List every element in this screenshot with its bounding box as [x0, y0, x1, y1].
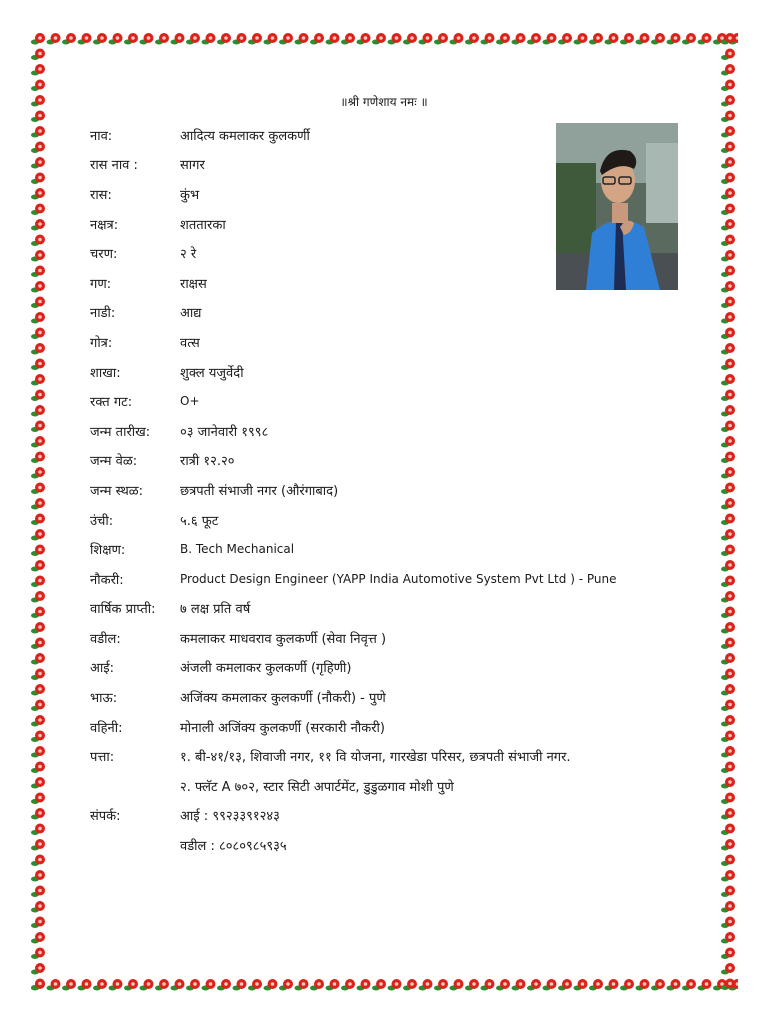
flower-motif [721, 886, 735, 898]
flower-motif [721, 870, 735, 882]
flower-motif [62, 33, 76, 45]
flower-motif [667, 33, 681, 45]
detail-label: रास: [90, 187, 112, 203]
flower-motif [388, 33, 402, 45]
flower-motif [721, 545, 735, 557]
flower-motif [31, 467, 45, 479]
flower-motif [31, 157, 45, 169]
flower-motif [721, 483, 735, 495]
flower-motif [202, 33, 216, 45]
flower-motif [721, 638, 735, 650]
flower-motif [31, 111, 45, 123]
flower-motif [721, 126, 735, 138]
flower-motif [721, 622, 735, 634]
flower-motif [465, 979, 479, 991]
flower-motif [233, 979, 247, 991]
detail-value: ०३ जानेवारी १९९८ [180, 424, 269, 440]
flower-motif [31, 498, 45, 510]
flower-motif [721, 390, 735, 402]
flower-motif [721, 374, 735, 386]
flower-motif [31, 173, 45, 185]
flower-motif [512, 979, 526, 991]
flower-motif [31, 808, 45, 820]
flower-motif [31, 235, 45, 247]
flower-motif [31, 653, 45, 665]
detail-label: शिक्षण: [90, 543, 126, 559]
detail-label: रक्त गट: [90, 395, 133, 411]
flower-motif [721, 250, 735, 262]
detail-value: १. बी-४१/१३, शिवाजी नगर, ११ वि योजना, गारखेडा परिसर, छत्रपती संभाजी नगर. [180, 750, 571, 766]
detail-row-education [90, 534, 630, 564]
detail-row-nakshatra [90, 209, 630, 239]
flower-motif [31, 901, 45, 913]
detail-label: शाखा: [90, 365, 121, 381]
flower-motif [636, 979, 650, 991]
flower-motif [186, 33, 200, 45]
detail-row-name [90, 120, 630, 150]
flower-motif [512, 33, 526, 45]
flower-motif [721, 793, 735, 805]
flower-motif [721, 700, 735, 712]
flower-motif [124, 33, 138, 45]
flower-motif [326, 979, 340, 991]
detail-row-height [90, 505, 630, 535]
flower-motif [721, 514, 735, 526]
flower-motif [31, 839, 45, 851]
flower-motif [109, 33, 123, 45]
flower-motif [496, 33, 510, 45]
flower-motif [721, 498, 735, 510]
detail-row-address-2 [90, 771, 630, 801]
detail-label: रास नाव : [90, 158, 138, 174]
flower-motif [527, 979, 541, 991]
flower-motif [721, 328, 735, 340]
flower-motif [264, 979, 278, 991]
flower-motif [109, 979, 123, 991]
detail-label: नक्षत्र: [90, 217, 119, 233]
flower-motif [341, 979, 355, 991]
flower-motif [721, 777, 735, 789]
flower-motif [721, 653, 735, 665]
flower-motif [589, 979, 603, 991]
detail-label: गण: [90, 276, 112, 292]
detail-label: नाव: [90, 128, 113, 144]
detail-row-annual-income [90, 594, 630, 624]
flower-motif [171, 979, 185, 991]
flower-motif [155, 33, 169, 45]
flower-motif [574, 979, 588, 991]
flower-motif [295, 979, 309, 991]
detail-value: मोनाली अजिंक्य कुलकर्णी (सरकारी नौकरी) [180, 720, 385, 736]
flower-motif [31, 374, 45, 386]
flower-motif [721, 219, 735, 231]
flower-motif [682, 979, 696, 991]
flower-motif [465, 33, 479, 45]
flower-motif [31, 917, 45, 929]
detail-value: B. Tech Mechanical [180, 542, 295, 557]
flower-motif [721, 576, 735, 588]
flower-motif [248, 33, 262, 45]
flower-motif [721, 266, 735, 278]
detail-value: ५.६ फूट [180, 513, 219, 529]
detail-value: आदित्य कमलाकर कुलकर्णी [180, 128, 310, 144]
flower-motif [31, 669, 45, 681]
flower-motif [721, 204, 735, 216]
flower-motif [721, 669, 735, 681]
detail-value: अंजली कमलाकर कुलकर्णी (गृहिणी) [180, 661, 352, 677]
flower-motif [93, 33, 107, 45]
detail-row-blood-group [90, 386, 630, 416]
flower-motif [248, 979, 262, 991]
detail-row-contact-father [90, 830, 630, 860]
detail-row-shakha [90, 357, 630, 387]
detail-value: २ रे [180, 247, 197, 263]
detail-label: नौकरी: [90, 572, 124, 588]
detail-label: वार्षिक प्राप्ती: [90, 602, 156, 618]
flower-motif [78, 979, 92, 991]
detail-row-gan [90, 268, 630, 298]
flower-motif [651, 33, 665, 45]
detail-value: सागर [180, 158, 205, 174]
flower-motif [721, 917, 735, 929]
flower-motif [31, 312, 45, 324]
flower-motif [310, 979, 324, 991]
flower-motif [481, 33, 495, 45]
flower-motif [721, 297, 735, 309]
detail-label: जन्म तारीख: [90, 424, 151, 440]
detail-label: जन्म वेळ: [90, 454, 138, 470]
detail-label: संपर्क: [90, 809, 121, 825]
flower-motif [186, 979, 200, 991]
flower-motif [202, 979, 216, 991]
detail-row-job [90, 564, 630, 594]
flower-motif [721, 607, 735, 619]
flower-motif [31, 824, 45, 836]
detail-row-nadi [90, 298, 630, 328]
flower-motif [721, 359, 735, 371]
flower-motif [721, 173, 735, 185]
flower-motif [31, 591, 45, 603]
detail-label: नाडी: [90, 306, 116, 322]
flower-motif [357, 979, 371, 991]
flower-motif [721, 901, 735, 913]
flower-motif [721, 746, 735, 758]
flower-motif [721, 80, 735, 92]
flower-motif [264, 33, 278, 45]
flower-motif [721, 33, 735, 45]
flower-motif [721, 64, 735, 76]
detail-value: आद्य [180, 306, 202, 322]
floral-border-right [720, 30, 738, 994]
flower-motif [434, 979, 448, 991]
flower-motif [620, 979, 634, 991]
flower-motif [721, 963, 735, 975]
detail-label: पत्ता: [90, 750, 115, 766]
floral-border-left [30, 30, 48, 994]
flower-motif [682, 33, 696, 45]
flower-motif [721, 111, 735, 123]
flower-motif [698, 33, 712, 45]
floral-border-bottom [30, 976, 738, 994]
flower-motif [31, 607, 45, 619]
profile-photo [556, 123, 678, 290]
detail-row-rashi [90, 179, 630, 209]
detail-label: वहिनी: [90, 720, 123, 736]
detail-value: २. फ्लॅट A ७०२, स्टार सिटी अपार्टमेंट, डुडुळगाव मोशी पुणे [180, 779, 454, 795]
flower-motif [93, 979, 107, 991]
flower-motif [31, 188, 45, 200]
flower-motif [543, 979, 557, 991]
flower-motif [721, 529, 735, 541]
flower-motif [721, 731, 735, 743]
flower-motif [155, 979, 169, 991]
flower-motif [419, 33, 433, 45]
detail-label: भाऊ: [90, 691, 118, 707]
flower-motif [651, 979, 665, 991]
flower-motif [721, 142, 735, 154]
detail-row-gotra [90, 327, 630, 357]
floral-border-top [30, 30, 738, 48]
flower-motif [31, 328, 45, 340]
flower-motif [721, 49, 735, 61]
detail-value: कमलाकर माधवराव कुलकर्णी (सेवा निवृत्त ) [180, 631, 387, 647]
detail-row-brother [90, 682, 630, 712]
detail-row-birth-place [90, 475, 630, 505]
detail-row-address-1 [90, 741, 630, 771]
flower-motif [31, 250, 45, 262]
flower-motif [31, 64, 45, 76]
flower-motif [31, 731, 45, 743]
flower-motif [434, 33, 448, 45]
detail-value: अजिंक्य कमलाकर कुलकर्णी (नौकरी) - पुणे [180, 691, 386, 707]
flower-motif [279, 33, 293, 45]
flower-motif [721, 312, 735, 324]
flower-motif [31, 436, 45, 448]
flower-motif [481, 979, 495, 991]
detail-row-mother [90, 653, 630, 683]
flower-motif [31, 33, 45, 45]
flower-motif [31, 80, 45, 92]
flower-motif [721, 839, 735, 851]
flower-motif [636, 33, 650, 45]
flower-motif [31, 483, 45, 495]
flower-motif [31, 576, 45, 588]
flower-motif [31, 266, 45, 278]
detail-value: कुंभ [180, 187, 200, 203]
detail-value: रात्री १२.२० [180, 454, 235, 470]
flower-motif [527, 33, 541, 45]
flower-motif [31, 777, 45, 789]
detail-row-rashi-name [90, 150, 630, 180]
detail-row-father [90, 623, 630, 653]
flower-motif [31, 715, 45, 727]
flower-motif [31, 390, 45, 402]
flower-motif [31, 932, 45, 944]
flower-motif [31, 297, 45, 309]
flower-motif [341, 33, 355, 45]
flower-motif [721, 421, 735, 433]
flower-motif [31, 142, 45, 154]
flower-motif [721, 979, 735, 991]
flower-motif [326, 33, 340, 45]
detail-row-contact-mother [90, 801, 630, 831]
flower-motif [357, 33, 371, 45]
flower-motif [31, 746, 45, 758]
flower-motif [403, 979, 417, 991]
flower-motif [372, 33, 386, 45]
flower-motif [605, 33, 619, 45]
detail-label: आई: [90, 661, 115, 677]
flower-motif [721, 188, 735, 200]
flower-motif [124, 979, 138, 991]
flower-motif [233, 33, 247, 45]
flower-motif [62, 979, 76, 991]
flower-motif [403, 33, 417, 45]
flower-motif [295, 33, 309, 45]
flower-motif [721, 436, 735, 448]
detail-row-sister-in-law [90, 712, 630, 742]
flower-motif [31, 560, 45, 572]
flower-motif [450, 33, 464, 45]
detail-label: चरण: [90, 247, 118, 263]
detail-label: उंची: [90, 513, 114, 529]
flower-motif [31, 622, 45, 634]
flower-motif [388, 979, 402, 991]
detail-value: राक्षस [180, 276, 207, 292]
flower-motif [78, 33, 92, 45]
flower-motif [31, 49, 45, 61]
flower-motif [171, 33, 185, 45]
detail-value: आई : ९९२३३९१२४३ [180, 809, 280, 825]
flower-motif [31, 514, 45, 526]
flower-motif [31, 126, 45, 138]
flower-motif [31, 452, 45, 464]
flower-motif [31, 529, 45, 541]
flower-motif [217, 979, 231, 991]
flower-motif [721, 824, 735, 836]
detail-value: ७ लक्ष प्रति वर्ष [180, 602, 251, 618]
detail-value: शुक्ल यजुर्वेदी [180, 365, 244, 381]
detail-value: छत्रपती संभाजी नगर (औरंगाबाद) [180, 483, 339, 499]
flower-motif [31, 870, 45, 882]
flower-motif [31, 281, 45, 293]
flower-motif [721, 405, 735, 417]
detail-row-birth-date [90, 416, 630, 446]
flower-motif [279, 979, 293, 991]
flower-motif [31, 343, 45, 355]
flower-motif [667, 979, 681, 991]
flower-motif [140, 33, 154, 45]
detail-label: गोत्र: [90, 335, 113, 351]
flower-motif [574, 33, 588, 45]
flower-motif [31, 545, 45, 557]
detail-label: जन्म स्थळ: [90, 483, 144, 499]
flower-motif [558, 979, 572, 991]
flower-motif [558, 33, 572, 45]
flower-motif [31, 359, 45, 371]
detail-value: शततारका [180, 217, 226, 233]
flower-motif [605, 979, 619, 991]
detail-value: वडील : ८०८०९८५९३५ [180, 839, 287, 855]
flower-motif [31, 963, 45, 975]
flower-motif [31, 700, 45, 712]
detail-value: वत्स [180, 335, 200, 351]
flower-motif [31, 979, 45, 991]
flower-motif [217, 33, 231, 45]
flower-motif [31, 948, 45, 960]
flower-motif [698, 979, 712, 991]
flower-motif [31, 405, 45, 417]
flower-motif [31, 421, 45, 433]
detail-value: O+ [180, 394, 200, 409]
flower-motif [31, 762, 45, 774]
flower-motif [31, 684, 45, 696]
flower-motif [47, 33, 61, 45]
flower-motif [31, 204, 45, 216]
flower-motif [721, 591, 735, 603]
detail-label: वडील: [90, 631, 121, 647]
detail-row-charan [90, 238, 630, 268]
flower-motif [721, 235, 735, 247]
flower-motif [721, 343, 735, 355]
flower-motif [31, 793, 45, 805]
flower-motif [721, 452, 735, 464]
flower-motif [721, 157, 735, 169]
flower-motif [47, 979, 61, 991]
flower-motif [450, 979, 464, 991]
flower-motif [310, 33, 324, 45]
flower-motif [721, 560, 735, 572]
flower-motif [721, 932, 735, 944]
flower-motif [140, 979, 154, 991]
flower-motif [620, 33, 634, 45]
flower-motif [31, 886, 45, 898]
flower-motif [543, 33, 557, 45]
flower-motif [496, 979, 510, 991]
flower-motif [721, 684, 735, 696]
flower-motif [31, 638, 45, 650]
detail-value: Product Design Engineer (YAPP India Automotive System Pvt Ltd ) - Pune [180, 571, 617, 586]
flower-motif [721, 948, 735, 960]
ganesha-invocation: ॥श्री गणेशाय नमः ॥ [340, 95, 428, 109]
flower-motif [589, 33, 603, 45]
flower-motif [721, 467, 735, 479]
flower-motif [721, 715, 735, 727]
biodata-details [90, 120, 630, 860]
flower-motif [31, 855, 45, 867]
detail-row-birth-time [90, 446, 630, 476]
flower-motif [721, 281, 735, 293]
flower-motif [721, 762, 735, 774]
flower-motif [721, 855, 735, 867]
flower-motif [372, 979, 386, 991]
flower-motif [31, 219, 45, 231]
flower-motif [721, 808, 735, 820]
flower-motif [419, 979, 433, 991]
